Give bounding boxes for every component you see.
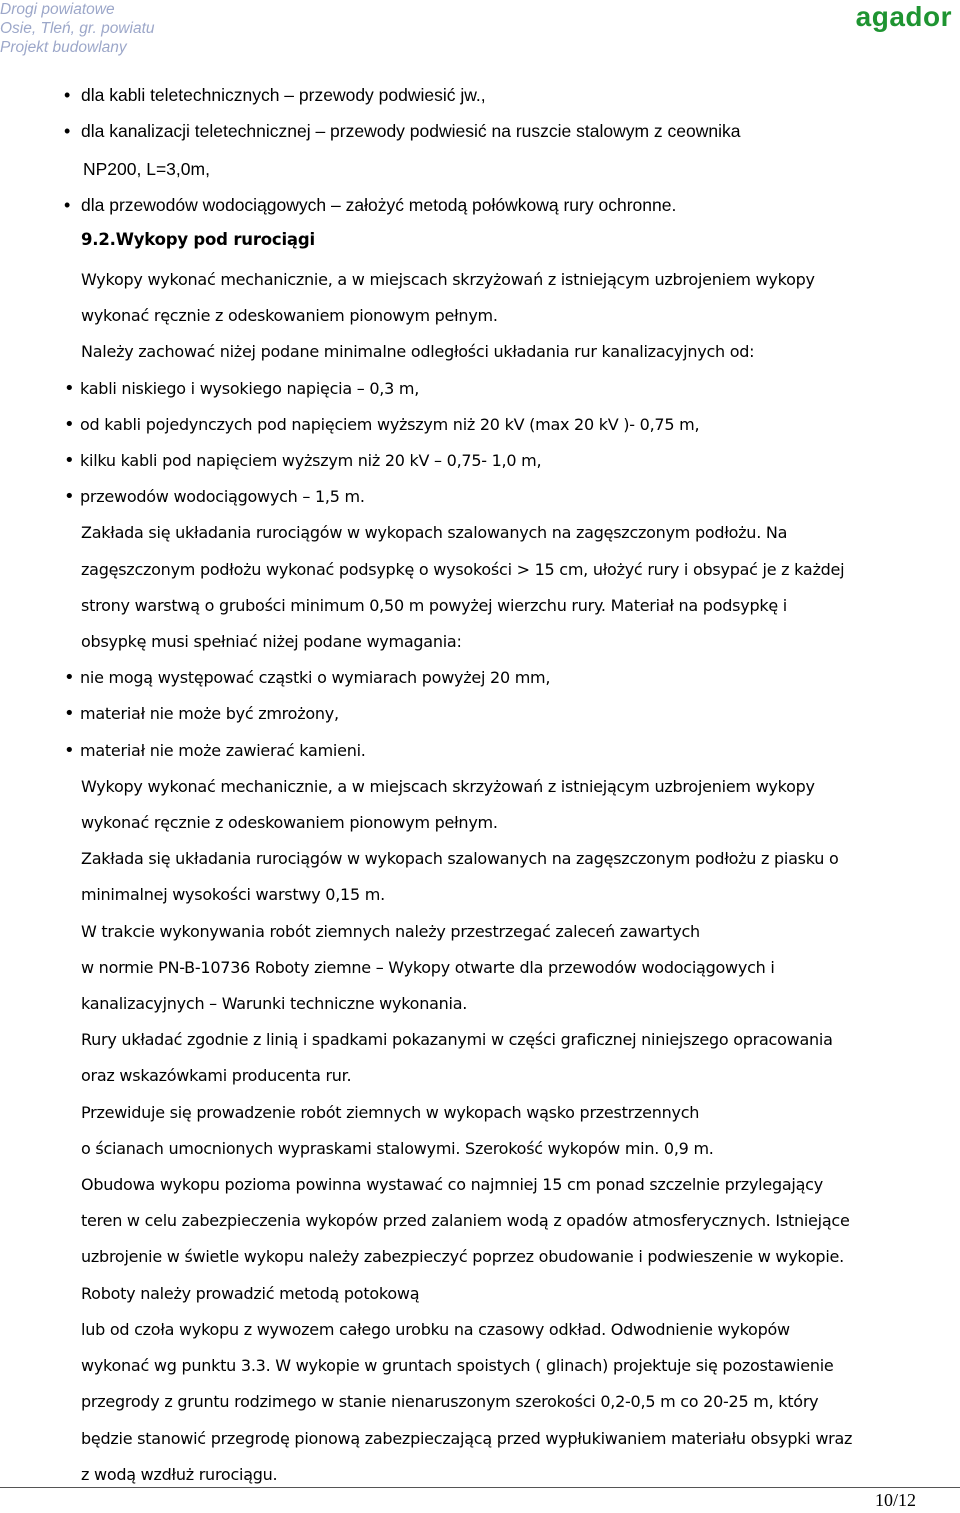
paragraph-line: w normie PN-B-10736 Roboty ziemne – Wykopy otwarte dla przewodów wodociągowych i [81, 957, 775, 977]
paragraph-line: Roboty należy prowadzić metodą potokową [81, 1283, 420, 1303]
list-item: • od kabli pojedynczych pod napięciem wyższym niż 20 kV (max 20 kV )- 0,75 m, [64, 407, 953, 443]
list-item: • nie mogą występować cząstki o wymiarach powyżej 20 mm, [64, 660, 953, 696]
list-item-text: dla kabli teletechnicznych – przewody podwiesić jw., [81, 85, 486, 105]
paragraph-line: Przewiduje się prowadzenie robót ziemnych w wykopach wąsko przestrzennych [81, 1102, 700, 1122]
list-item-text: NP200, L=3,0m, [83, 159, 210, 179]
bullet-list [64, 371, 953, 516]
paragraph-line: kanalizacyjnych – Warunki techniczne wykonania. [81, 994, 468, 1014]
paragraph-line: lub od czoła wykopu z wywozem całego urobku na czasowy odkład. Odwodnienie wykopów [81, 1319, 790, 1339]
paragraph-line: W trakcie wykonywania robót ziemnych należy przestrzegać zaleceń zawartych [81, 921, 700, 941]
list-item [64, 79, 740, 115]
body-text [81, 262, 953, 1493]
paragraph-line: o ścianach umocnionych wypraskami stalowymi. Szerokość wykopów min. 0,9 m. [81, 1138, 714, 1158]
list-item: • materiał nie może być zmrożony, [64, 696, 953, 732]
brand-logo: agador [855, 1, 952, 32]
paragraph-line: minimalnej wysokości warstwy 0,15 m. [81, 885, 385, 905]
list-item-text: dla przewodów wodociągowych – założyć metodą połówkową rury ochronne. [81, 195, 677, 215]
paragraph-line: wykonać ręcznie z odeskowaniem pionowym pełnym. [81, 306, 498, 326]
paragraph-line: Wykopy wykonać mechanicznie, a w miejscach skrzyżowań z istniejącym uzbrojeniem wykopy [81, 776, 815, 796]
list-item [64, 189, 740, 223]
paragraph-line: Zakłada się układania rurociągów w wykopach szalowanych na zagęszczonym podłożu. Na [81, 523, 788, 543]
paragraph-line: będzie stanowić przegrodę pionową zabezpieczającą przed wypłukiwaniem materiału obsypki wraz [81, 1428, 853, 1448]
header-line-location: Osie, Tleń, gr. powiatu [0, 20, 155, 37]
list-item: • kabli niskiego i wysokiego napięcia – 0,3 m, [64, 371, 953, 407]
paragraph-line: strony warstwą o grubości minimum 0,50 m powyżej wierzchu rury. Materiał na podsypkę i [81, 595, 787, 615]
page-number: 10/12 [874, 1490, 916, 1510]
paragraph-line: Należy zachować niżej podane minimalne odległości układania rur kanalizacyjnych od: [81, 342, 755, 362]
list-item-text: dla kanalizacji teletechnicznej – przewody podwiesić na ruszcie stalowym z ceownika [81, 121, 741, 141]
paragraph-line: Wykopy wykonać mechanicznie, a w miejscach skrzyżowań z istniejącym uzbrojeniem wykopy [81, 270, 815, 289]
list-item: • przewodów wodociągowych – 1,5 m. [64, 479, 953, 515]
bullet-list-intro [64, 79, 740, 223]
list-item-continuation [64, 153, 740, 189]
list-item: • materiał nie może zawierać kamieni. [64, 733, 953, 769]
list-item: • kilku kabli pod napięciem wyższym niż 20 kV – 0,75- 1,0 m, [64, 443, 953, 479]
header-line-road: Drogi powiatowe [0, 1, 115, 18]
paragraph-line: przegrody z gruntu rodzimego w stanie nienaruszonym szerokości 0,2-0,5 m co 20-25 m, który [81, 1392, 819, 1412]
paragraph-line: uzbrojenie w świetle wykopu należy zabezpieczyć poprzez obudowanie i podwieszenie w wykopie. [81, 1247, 844, 1267]
paragraph-line: Zakłada się układania rurociągów w wykopach szalowanych na zagęszczonym podłożu z piasku o [81, 849, 839, 869]
paragraph-line: z wodą wzdłuż rurociągu. [81, 1464, 278, 1484]
paragraph-line: Rury układać zgodnie z linią i spadkami pokazanymi w części graficznej niniejszego opracowania [81, 1030, 833, 1050]
paragraph-line: wykonać ręcznie z odeskowaniem pionowym pełnym. [81, 813, 498, 833]
paragraph-line: oraz wskazówkami producenta rur. [81, 1066, 352, 1086]
paragraph-line: teren w celu zabezpieczenia wykopów przed zalaniem wodą z opadów atmosferycznych. Istniejące [81, 1211, 850, 1231]
bullet-list [64, 660, 953, 769]
paragraph-line: wykonać wg punktu 3.3. W wykopie w gruntach spoistych ( glinach) projektuje się pozostawienie [81, 1356, 834, 1376]
header-line-project: Projekt budowlany [0, 39, 127, 56]
document-header [0, 0, 155, 57]
list-item [64, 115, 740, 153]
footer-divider [0, 1487, 960, 1488]
section-heading: 9.2.Wykopy pod rurociągi [81, 230, 315, 249]
paragraph-line: Obudowa wykopu pozioma powinna wystawać co najmniej 15 cm ponad szczelnie przylegający [81, 1175, 823, 1195]
paragraph-line: obsypkę musi spełniać niżej podane wymagania: [81, 632, 462, 652]
paragraph-line: zagęszczonym podłożu wykonać podsypkę o wysokości > 15 cm, ułożyć rury i obsypać je z każdej [81, 559, 845, 579]
